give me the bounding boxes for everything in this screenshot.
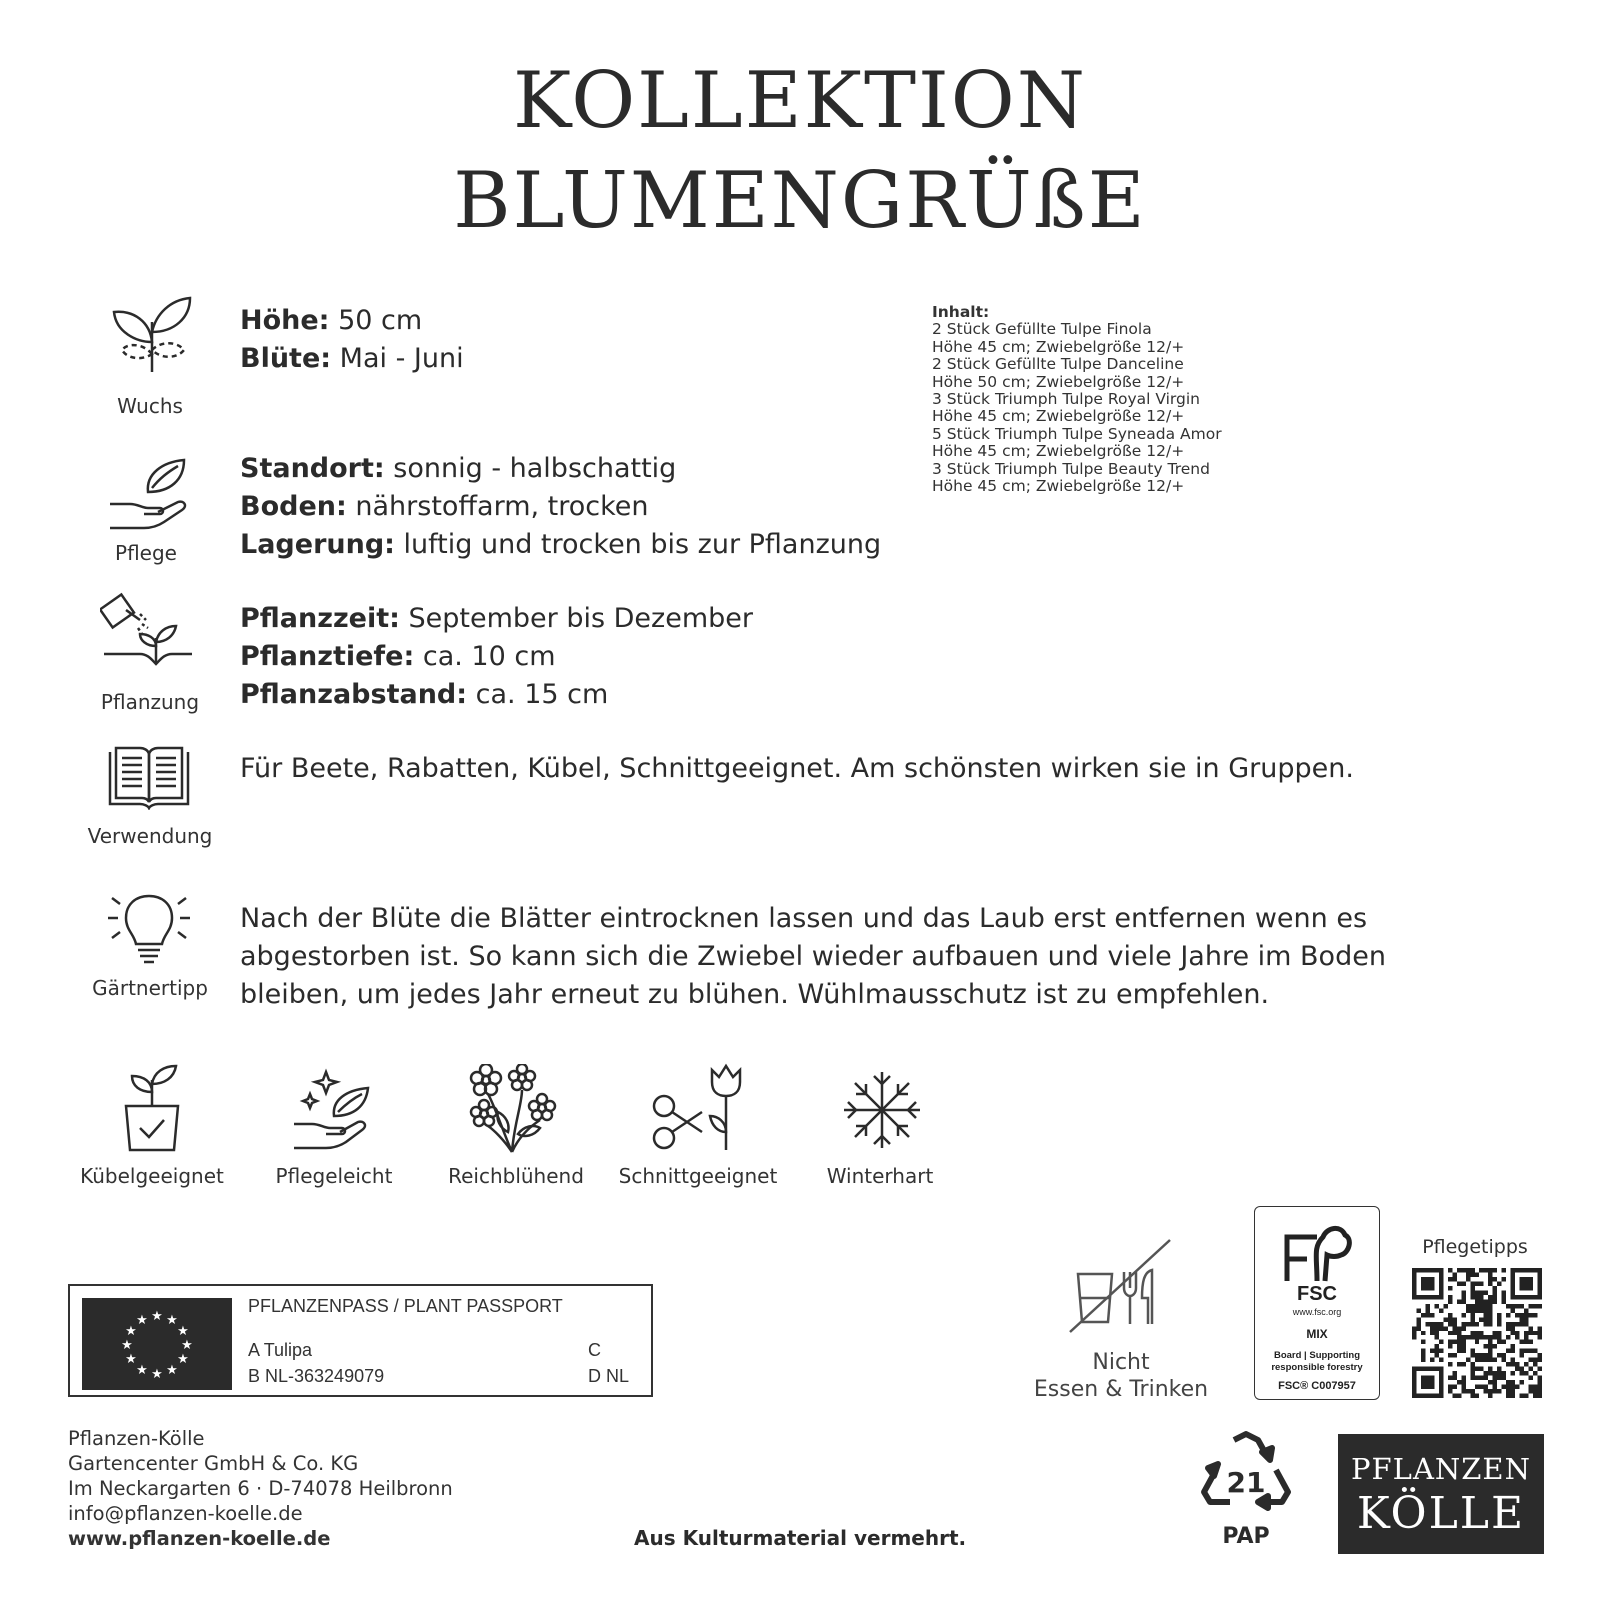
passport-b: B NL-363249079 (248, 1366, 385, 1386)
logo-line-1: PFLANZEN (1351, 1452, 1531, 1486)
no-food-drink-icon (1066, 1236, 1176, 1336)
pflege-info (240, 450, 881, 564)
recycling-code: PAP (1222, 1524, 1270, 1549)
contents-line: 3 Stück Triumph Tulpe Royal Virgin (932, 390, 1200, 409)
feature-label-pflegeleicht: Pflegeleicht (275, 1164, 393, 1188)
svg-text:★: ★ (181, 1338, 193, 1353)
address-line: Im Neckargarten 6 · D-74078 Heilbronn (68, 1477, 453, 1500)
contents-line: Höhe 50 cm; Zwiebelgröße 12/+ (932, 372, 1185, 391)
info-line: Blüte: Mai - Juni (240, 343, 464, 374)
tip-line: abgestorben ist. So kann sich die Zwiebel wieder aufbauen und viele Jahre im Boden (240, 941, 1386, 972)
qr-label: Pflegetipps (1422, 1236, 1528, 1258)
company-address (68, 1426, 453, 1551)
svg-text:★: ★ (177, 1324, 189, 1339)
address-email: info@pflanzen-koelle.de (68, 1502, 303, 1525)
contents-list (932, 304, 1222, 495)
svg-text:★: ★ (125, 1352, 137, 1367)
info-line: Höhe: 50 cm (240, 305, 423, 336)
not-food-label: Nicht Essen & Trinken (1033, 1350, 1209, 1402)
passport-c: C (588, 1340, 601, 1360)
plant-passport (68, 1284, 653, 1397)
watering-can-sprout-icon (100, 590, 196, 674)
feature-label-kuebelgeeignet: Kübelgeeignet (80, 1164, 224, 1188)
address-website: www.pflanzen-koelle.de (68, 1527, 331, 1550)
contents-line: 2 Stück Gefüllte Tulpe Finola (932, 320, 1152, 339)
pot-plant-check-icon (120, 1062, 184, 1152)
fsc-label: FSC www.fsc.org MIX Board | Supporting responsible forestry FSC® C007957 (1254, 1206, 1380, 1400)
info-line: Pflanzabstand: ca. 15 cm (240, 679, 609, 710)
contents-line: Höhe 45 cm; Zwiebelgröße 12/+ (932, 407, 1185, 426)
pflanzung-label: Pflanzung (100, 690, 200, 714)
pflege-label: Pflege (115, 541, 177, 565)
contents-line: 3 Stück Triumph Tulpe Beauty Trend (932, 459, 1210, 478)
fsc-tree-icon (1277, 1217, 1357, 1287)
title-line-2: BLUMENGRÜßE (453, 156, 1147, 246)
gaertnertipp-label: Gärtnertipp (92, 976, 208, 1000)
contents-line: 5 Stück Triumph Tulpe Syneada Amor (932, 424, 1222, 443)
passport-d: D NL (588, 1366, 630, 1386)
svg-text:★: ★ (121, 1338, 133, 1353)
svg-text:★: ★ (166, 1363, 178, 1378)
eu-flag-icon (82, 1298, 232, 1390)
svg-text:★: ★ (125, 1324, 137, 1339)
tip-line: Nach der Blüte die Blätter eintrocknen lassen und das Laub erst entfernen wenn es (240, 903, 1368, 934)
svg-text:★: ★ (177, 1352, 189, 1367)
svg-text:★: ★ (151, 1367, 163, 1382)
hand-leaf-sparkle-icon (292, 1068, 372, 1152)
lightbulb-icon (104, 890, 194, 966)
feature-label-winterhart: Winterhart (826, 1164, 934, 1188)
info-line: Standort: sonnig - halbschattig (240, 453, 677, 484)
address-line: Pflanzen-Kölle (68, 1427, 205, 1450)
info-line: Pflanztiefe: ca. 10 cm (240, 641, 556, 672)
info-line: Boden: nährstoffarm, trocken (240, 491, 649, 522)
plant-growth-icon (106, 292, 196, 376)
svg-text:★: ★ (151, 1309, 163, 1324)
passport-header: PFLANZENPASS / PLANT PASSPORT (248, 1296, 563, 1316)
gaertnertipp-text (240, 900, 1386, 1014)
scissors-tulip-icon (650, 1062, 744, 1152)
contents-heading: Inhalt: (932, 303, 990, 321)
pflanzung-info (240, 600, 753, 714)
wuchs-info (240, 302, 464, 378)
snowflake-icon (842, 1070, 922, 1150)
wuchs-label: Wuchs (117, 394, 183, 418)
contents-line: 2 Stück Gefüllte Tulpe Danceline (932, 355, 1184, 374)
propagation-note: Aus Kulturmaterial vermehrt. (634, 1526, 967, 1550)
contents-line: Höhe 45 cm; Zwiebelgröße 12/+ (932, 477, 1185, 496)
info-line: Pflanzzeit: September bis Dezember (240, 603, 753, 634)
verwendung-text: Für Beete, Rabatten, Kübel, Schnittgeeignet. Am schönsten wirken sie in Gruppen. (240, 753, 1354, 784)
svg-text:★: ★ (166, 1313, 178, 1328)
contents-line: Höhe 45 cm; Zwiebelgröße 12/+ (932, 442, 1185, 461)
title-line-1: KOLLEKTION (513, 56, 1087, 146)
hand-leaf-icon (108, 456, 192, 532)
open-book-icon (108, 744, 190, 810)
feature-label-reichbluehend: Reichblühend (448, 1164, 584, 1188)
contents-line: Höhe 45 cm; Zwiebelgröße 12/+ (932, 337, 1185, 356)
info-line: Lagerung: luftig und trocken bis zur Pflanzung (240, 529, 882, 560)
verwendung-label: Verwendung (87, 824, 213, 848)
qr-code[interactable] (1412, 1268, 1542, 1398)
address-line: Gartencenter GmbH & Co. KG (68, 1452, 359, 1475)
svg-text:★: ★ (136, 1363, 148, 1378)
brand-logo (1338, 1434, 1544, 1554)
flowers-icon (464, 1064, 560, 1154)
tip-line: bleiben, um jedes Jahr erneut zu blühen. Wühlmausschutz ist zu empfehlen. (240, 979, 1270, 1010)
logo-line-2: KÖLLE (1356, 1488, 1526, 1539)
recycling-number: 21 (1226, 1466, 1266, 1499)
svg-text:★: ★ (136, 1313, 148, 1328)
passport-a: A Tulipa (248, 1340, 313, 1360)
feature-label-schnittgeeignet: Schnittgeeignet (618, 1164, 778, 1188)
